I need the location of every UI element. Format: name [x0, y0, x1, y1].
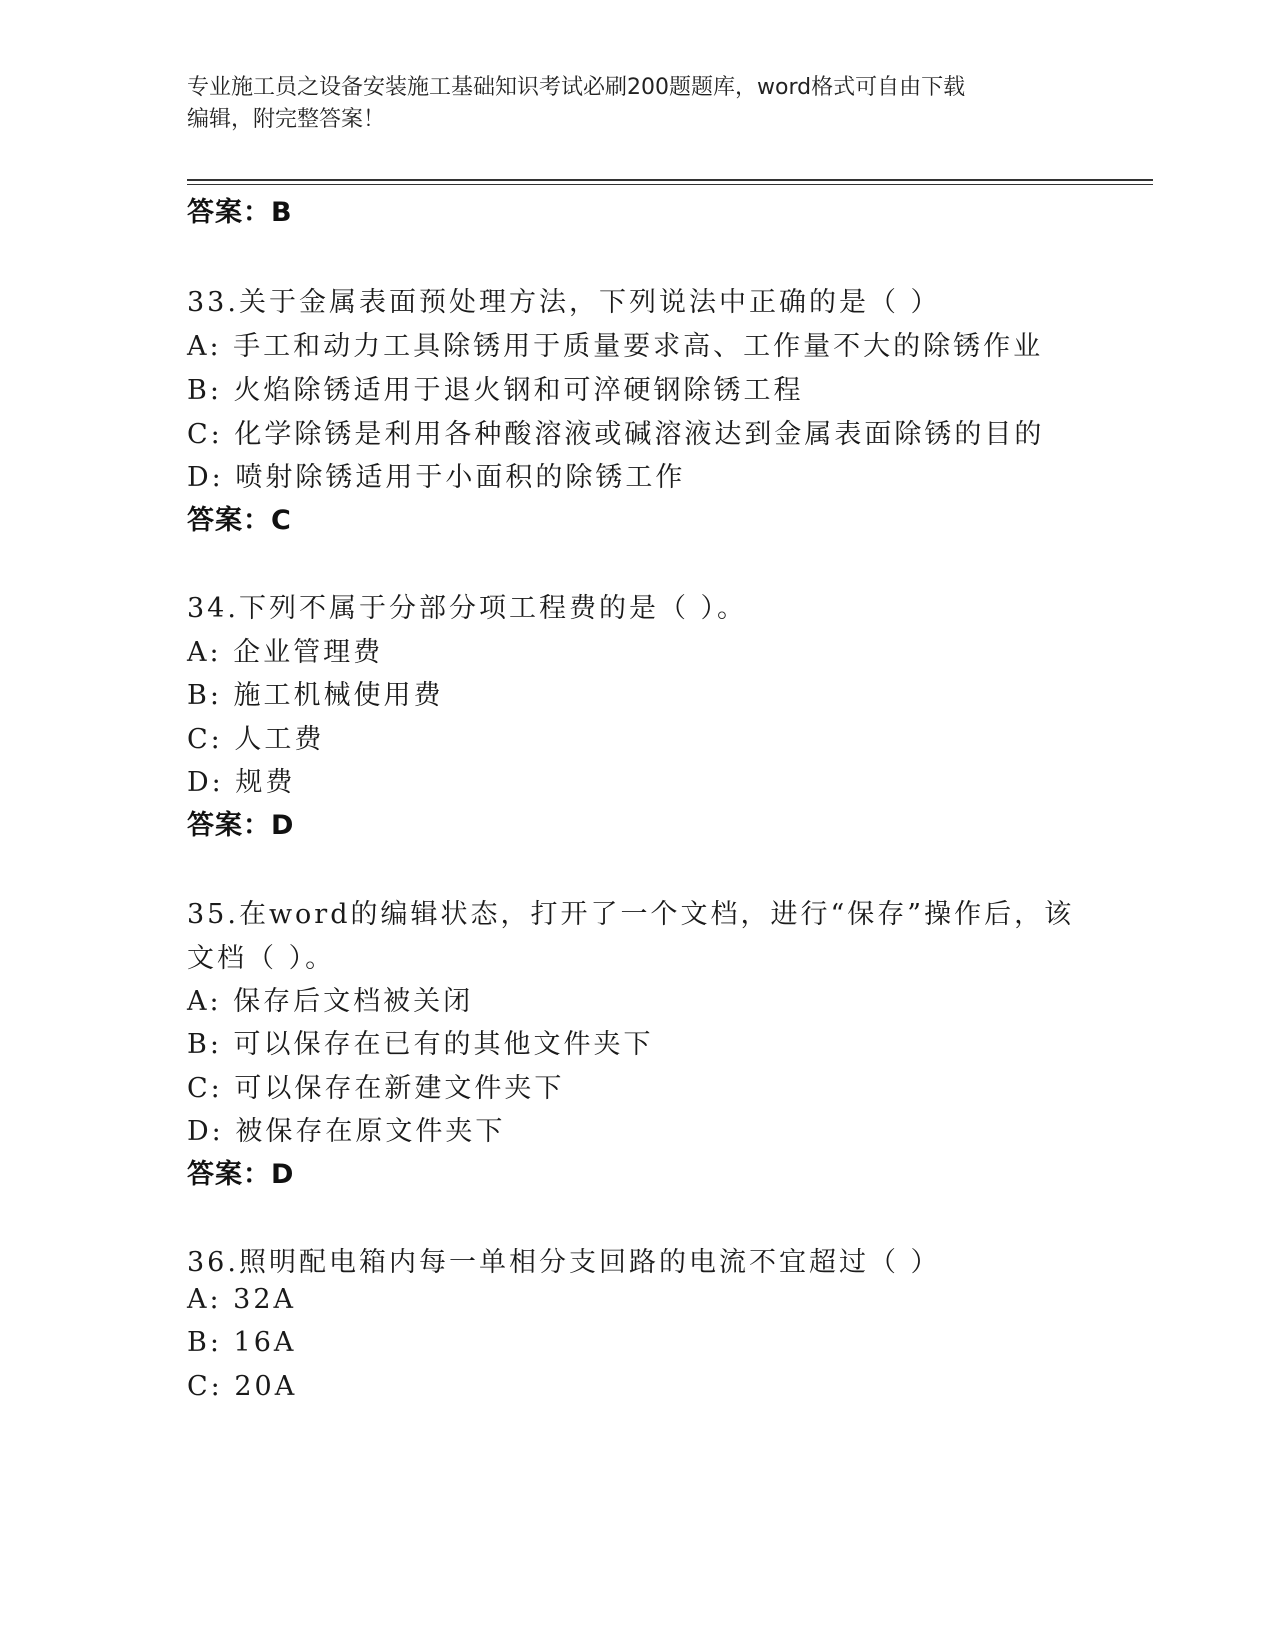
- header-line-1: 专业施工员之设备安装施工基础知识考试必刷200题题库，word格式可自由下载: [187, 75, 966, 100]
- option-b: B: 火焰除锈适用于退火钢和可淬硬钢除锈工程: [187, 375, 804, 406]
- question-stem: 34.下列不属于分部分项工程费的是（ ）。: [187, 593, 748, 624]
- header-divider-thin: [187, 184, 1153, 185]
- option-b: B: 可以保存在已有的其他文件夹下: [187, 1029, 654, 1060]
- answer-line: 答案：D: [187, 810, 295, 841]
- option-a: A: 手工和动力工具除锈用于质量要求高、工作量不大的除锈作业: [187, 331, 1044, 362]
- question-stem: 36.照明配电箱内每一单相分支回路的电流不宜超过（ ）: [187, 1247, 941, 1278]
- question-stem: 33.关于金属表面预处理方法，下列说法中正确的是（ ）: [187, 287, 941, 318]
- option-a: A: 保存后文档被关闭: [187, 986, 474, 1017]
- answer-line: 答案：B: [187, 197, 293, 228]
- question-stem-continued: 文档（ ）。: [187, 943, 336, 974]
- header-divider-thick: [187, 179, 1153, 181]
- answer-line: 答案：C: [187, 505, 292, 536]
- document-header: [187, 72, 1087, 136]
- option-a: A: 32A: [187, 1284, 297, 1315]
- option-d: D: 喷射除锈适用于小面积的除锈工作: [187, 462, 686, 493]
- answer-line: 答案：D: [187, 1159, 295, 1190]
- option-c: C: 可以保存在新建文件夹下: [187, 1073, 565, 1104]
- option-c: C: 化学除锈是利用各种酸溶液或碱溶液达到金属表面除锈的目的: [187, 419, 1045, 450]
- option-d: D: 规费: [187, 767, 296, 798]
- option-a: A: 企业管理费: [187, 637, 384, 668]
- question-stem: 35.在word的编辑状态，打开了一个文档，进行“保存”操作后，该: [187, 899, 1075, 930]
- option-b: B: 施工机械使用费: [187, 680, 444, 711]
- option-b: B: 16A: [187, 1327, 297, 1358]
- option-d: D: 被保存在原文件夹下: [187, 1116, 506, 1147]
- option-c: C: 人工费: [187, 724, 325, 755]
- header-line-2: 编辑，附完整答案！: [187, 107, 386, 132]
- option-c: C: 20A: [187, 1371, 298, 1402]
